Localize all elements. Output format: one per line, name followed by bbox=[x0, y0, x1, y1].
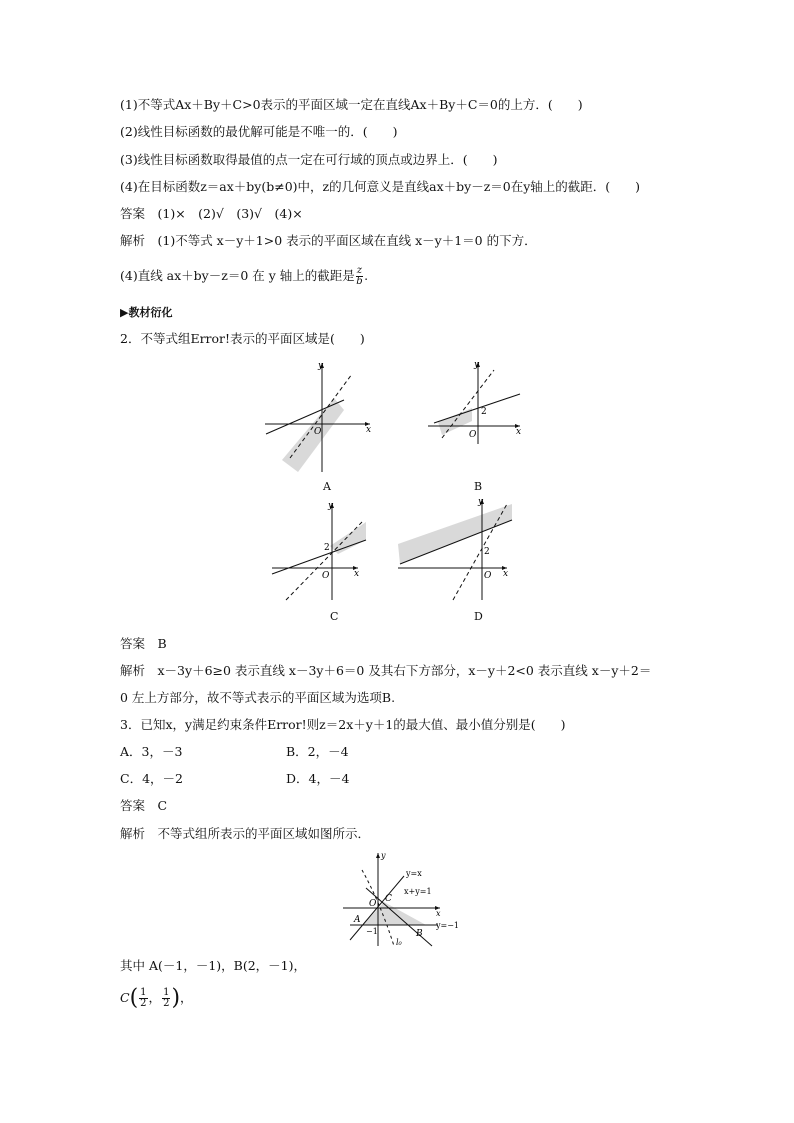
label-x-plus-y: x+y=1 bbox=[404, 887, 432, 896]
q3-feasible-region-figure[interactable] bbox=[340, 850, 465, 950]
y-label: y bbox=[478, 497, 484, 507]
q2-answer: 答案 B bbox=[120, 636, 167, 651]
y-label: y bbox=[318, 361, 324, 371]
q1-analysis-2 bbox=[120, 266, 368, 287]
y-label: y bbox=[381, 851, 386, 860]
q2-stem: 2．不等式组Error!表示的平面区域是( ) bbox=[120, 331, 365, 346]
point-c-suffix: ， bbox=[180, 990, 193, 1005]
origin-label: O bbox=[322, 571, 330, 581]
q3-option-b: B．2，－4 bbox=[286, 744, 349, 759]
q3-point-c-line: C( $\frac{1}{2}$ ， $\frac{1}{2}$ )， bbox=[120, 985, 193, 1011]
q1-fraction bbox=[356, 266, 363, 287]
x-label: x bbox=[354, 569, 360, 579]
label-y-eq-x: y=x bbox=[406, 869, 422, 878]
fraction-numerator: 1 bbox=[163, 987, 170, 998]
y-arrow-icon bbox=[376, 853, 380, 858]
option-label-b: B bbox=[474, 480, 483, 493]
y-label: y bbox=[328, 501, 334, 511]
q1-analysis-1: 解析 (1)不等式 x－y＋1>0 表示的平面区域在直线 x－y＋1＝0 的下方． bbox=[120, 233, 537, 248]
origin-label: O bbox=[369, 899, 377, 909]
fraction-numerator: 1 bbox=[140, 987, 147, 998]
left-paren: ( bbox=[129, 985, 139, 1011]
label-y-eq-neg1: y=−1 bbox=[436, 921, 460, 930]
point-c-x-fraction bbox=[139, 988, 147, 1009]
q2-analysis-2: 0 左上方部分，故不等式表示的平面区域为选项B. bbox=[120, 690, 396, 705]
dashed-line bbox=[290, 374, 352, 458]
q3-option-d: D．4，－4 bbox=[286, 771, 350, 786]
fraction-denominator: 2 bbox=[163, 998, 170, 1009]
q3-option-a: A．3，－3 bbox=[120, 744, 183, 759]
origin-label: O bbox=[484, 571, 492, 581]
graph-d[interactable] bbox=[395, 496, 520, 602]
neg1-label: −1 bbox=[366, 927, 378, 936]
fraction-denominator: 2 bbox=[140, 998, 147, 1009]
right-paren: ) bbox=[171, 985, 181, 1011]
x-label: x bbox=[516, 427, 522, 437]
option-label-c: C bbox=[330, 610, 339, 623]
shaded-region bbox=[282, 398, 344, 472]
solid-line bbox=[272, 540, 366, 574]
y-intercept-label: 2 bbox=[324, 543, 330, 553]
option-label-a: A bbox=[323, 480, 331, 493]
point-c-name: C bbox=[120, 990, 130, 1005]
x-label: x bbox=[503, 569, 509, 579]
l0-label: l₀ bbox=[396, 938, 402, 947]
point-a-label: A bbox=[354, 915, 361, 925]
point-c-y-fraction bbox=[162, 988, 170, 1009]
q1-answer: 答案 (1)× (2)√ (3)√ (4)× bbox=[120, 206, 303, 221]
q2-analysis-1: 解析 x－3y＋6≥0 表示直线 x－3y＋6＝0 及其右下方部分，x－y＋2<0 表示直线 x－y＋2＝ bbox=[120, 663, 652, 678]
q1-item-2: (2)线性目标函数的最优解可能是不唯一的．( ) bbox=[120, 124, 398, 139]
graph-b[interactable] bbox=[420, 358, 530, 448]
fraction-numerator: z bbox=[356, 265, 363, 276]
x-label: x bbox=[366, 425, 372, 435]
section-tag: ▶教材衍化 bbox=[120, 306, 173, 319]
q1-item-4: (4)在目标函数z＝ax＋by(b≠0)中，z的几何意义是直线ax＋by－z＝0在y轴上的截距．( ) bbox=[120, 179, 641, 194]
q1-item-3: (3)线性目标函数取得最值的点一定在可行域的顶点或边界上．( ) bbox=[120, 152, 498, 167]
option-label-d: D bbox=[474, 610, 483, 623]
point-c-label: C bbox=[385, 894, 392, 904]
q3-option-c: C．4，－2 bbox=[120, 771, 183, 786]
q3-answer: 答案 C bbox=[120, 798, 168, 813]
q1-item-1: (1)不等式Ax＋By＋C>0表示的平面区域一定在直线Ax＋By＋C＝0的上方．( ) bbox=[120, 97, 583, 112]
origin-label: O bbox=[469, 430, 477, 440]
y-intercept-label: 2 bbox=[481, 407, 487, 417]
q3-points-line: 其中 A(－1，－1)，B(2，－1)， bbox=[120, 958, 307, 973]
x-label: x bbox=[436, 909, 441, 918]
graph-a[interactable] bbox=[260, 358, 380, 478]
origin-label: O bbox=[314, 427, 322, 437]
q3-stem: 3．已知x，y满足约束条件Error!则z＝2x＋y＋1的最大值、最小值分别是( ) bbox=[120, 717, 566, 732]
y-intercept-label: 2 bbox=[484, 547, 490, 557]
q3-analysis: 解析 不等式组所表示的平面区域如图所示． bbox=[120, 826, 371, 841]
graph-c[interactable] bbox=[268, 500, 378, 602]
q1-analysis-2-suffix: . bbox=[364, 268, 369, 283]
fraction-denominator: b bbox=[356, 276, 363, 287]
point-b-label: B bbox=[416, 929, 423, 939]
solid-line bbox=[434, 394, 520, 423]
y-label: y bbox=[474, 360, 480, 370]
shaded-region bbox=[398, 504, 512, 564]
dashed-line bbox=[286, 522, 362, 600]
q1-analysis-2-prefix: (4)直线 ax＋by－z＝0 在 y 轴上的截距是 bbox=[120, 268, 355, 283]
